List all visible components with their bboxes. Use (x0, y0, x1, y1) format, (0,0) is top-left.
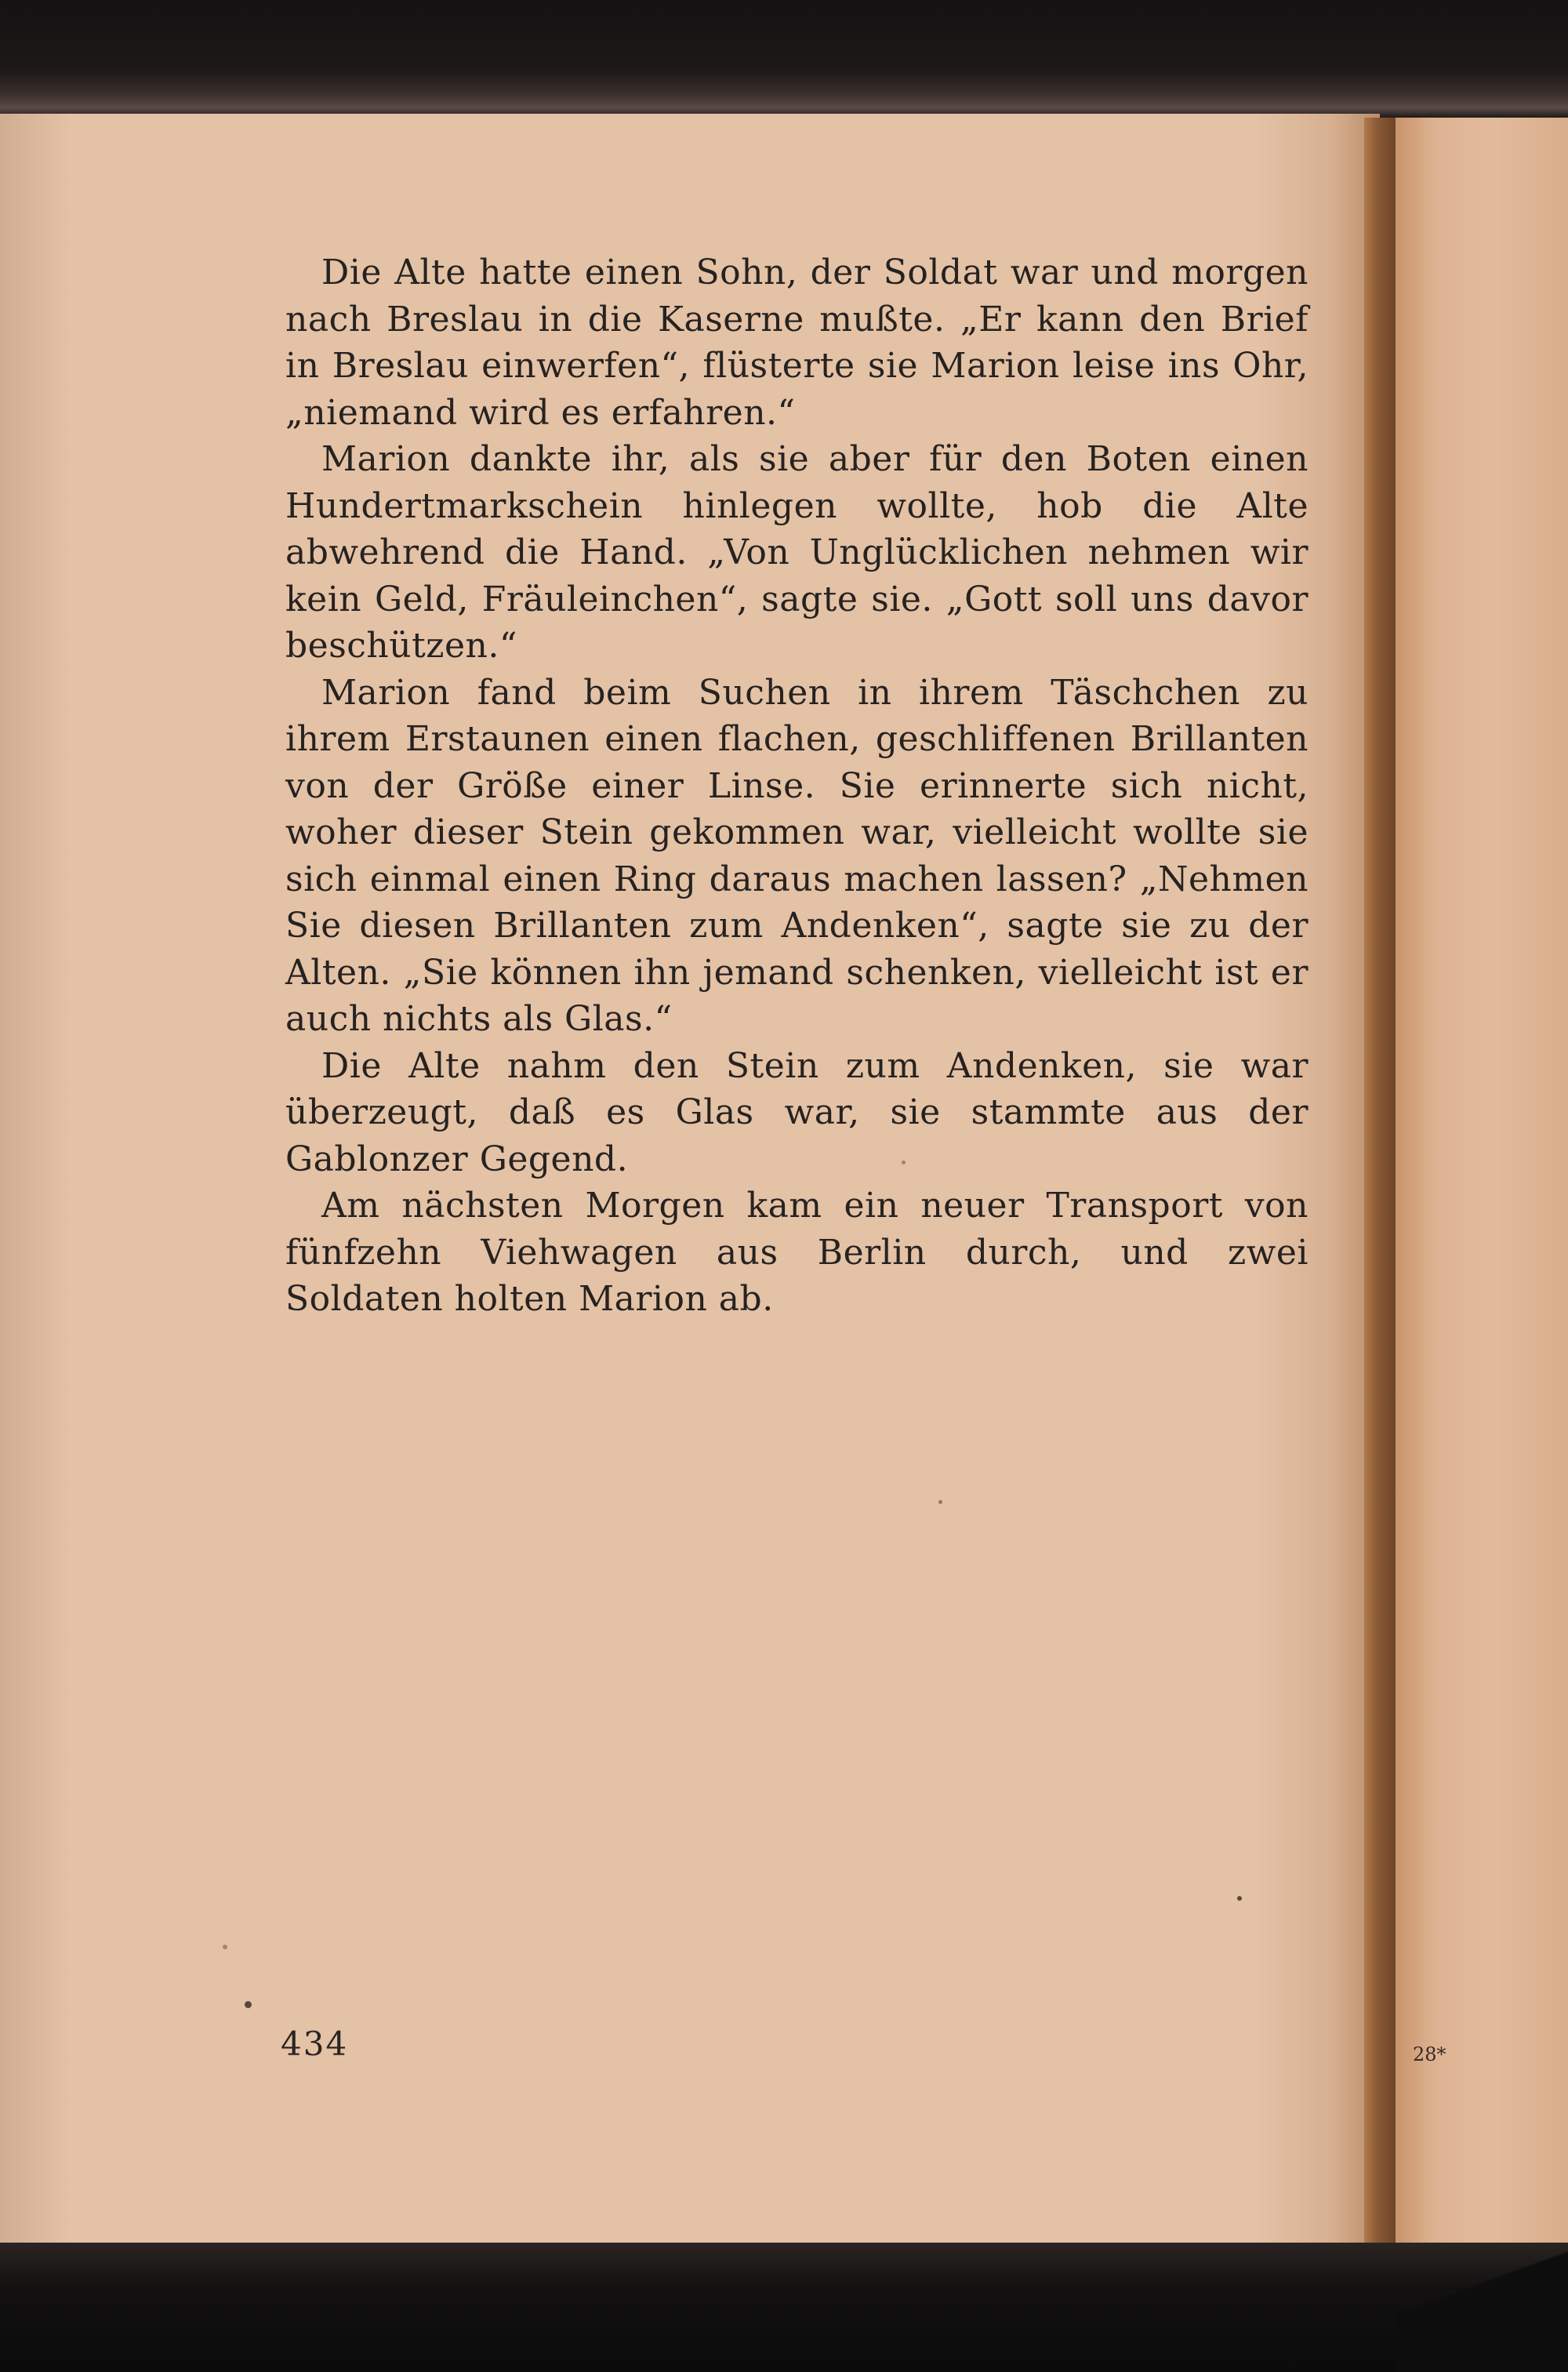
facing-page-corner (1396, 2164, 1568, 2372)
paragraph: Die Alte nahm den Stein zum Andenken, sie war überzeugt, daß es Glas war, sie stammte aus der Gablonzer Gegend. (285, 1045, 1308, 1179)
paper-speck (1237, 1896, 1242, 1901)
paper-speck (902, 1161, 906, 1164)
paper-speck (938, 1500, 942, 1504)
paper-speck (223, 1945, 227, 1949)
page-number: 434 (281, 2025, 349, 2063)
paper-speck (245, 2001, 252, 2008)
paragraph: Marion fand beim Suchen in ihrem Täschchen zu ihrem Erstaunen einen flachen, geschliffenen Brillanten von der Größe einer Linse. Sie erinnerte sich nicht, woher dieser Stein gekommen war, vielleicht wollte sie sich einmal einen Ring daraus machen lassen? „Nehmen Sie diesen Brillanten zum Andenken“, sagte sie zu der Alten. „Sie können ihn jemand schenken, vielleicht ist er auch nichts als Glas.“ (285, 672, 1308, 1039)
paragraph: Am nächsten Morgen kam ein neuer Transport von fünfzehn Viehwagen aus Berlin durch, und zwei Soldaten holten Marion ab. (285, 1186, 1308, 1319)
facing-page-number: 28* (1413, 2043, 1446, 2065)
book-cover-bottom-edge (0, 2243, 1568, 2372)
paragraph: Die Alte hatte einen Sohn, der Soldat war und morgen nach Breslau in die Kaserne mußte. „Er kann den Brief in Breslau einwerfen“, flüsterte sie Marion leise ins Ohr, „niemand wird es erfahren.“ (285, 252, 1308, 433)
facing-page-edge (1396, 118, 1568, 2290)
body-text (285, 249, 1308, 1323)
book-cover-top-edge (0, 0, 1568, 118)
paragraph: Marion dankte ihr, als sie aber für den Boten einen Hundertmarkschein hinlegen wollte, hob die Alte abwehrend die Hand. „Von Unglücklichen nehmen wir kein Geld, Fräuleinchen“, sagte sie. „Gott soll uns davor beschützen.“ (285, 439, 1308, 666)
book-gutter (1364, 118, 1396, 2282)
